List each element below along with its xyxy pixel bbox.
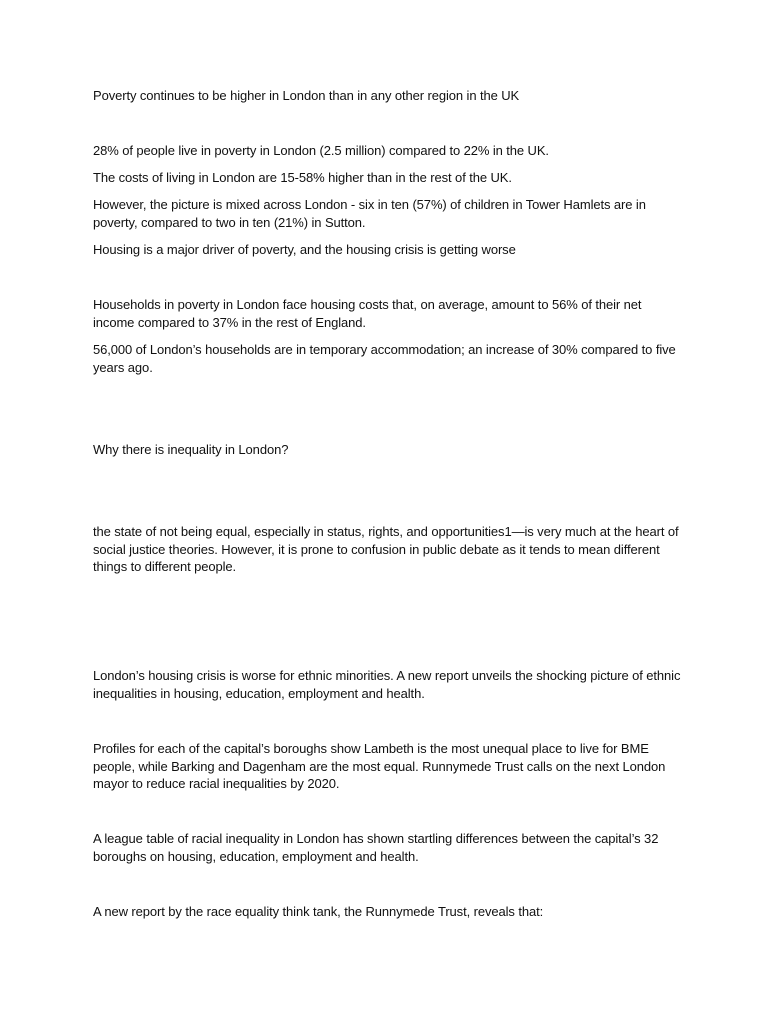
paragraph-child-poverty: However, the picture is mixed across London - six in ten (57%) of children in Tower Hamlets are in poverty, compared to two in ten (21%) in Sutton.: [93, 197, 646, 230]
paragraph-borough-profiles: Profiles for each of the capital’s boroughs show Lambeth is the most unequal place to live for BME people, while Barking and Dagenham are the most equal. Runnymede Trust calls on the next London mayor to reduce racial inequalities by 2020.: [93, 741, 666, 791]
heading-poverty: Poverty continues to be higher in London than in any other region in the UK: [93, 88, 520, 103]
paragraph-living-costs: The costs of living in London are 15-58% higher than in the rest of the UK.: [93, 170, 512, 185]
paragraph-poverty-rate: 28% of people live in poverty in London (2.5 million) compared to 22% in the UK.: [93, 143, 549, 158]
heading-housing: Housing is a major driver of poverty, and the housing crisis is getting worse: [93, 242, 516, 257]
paragraph-inequality-definition: the state of not being equal, especially in status, rights, and opportunities1—is very much at the heart of social justice theories. However, it is prone to confusion in public debate as it tends to mean different things to different people.: [93, 524, 679, 574]
paragraph-ethnic-minorities: London’s housing crisis is worse for ethnic minorities. A new report unveils the shocking picture of ethnic inequalities in housing, education, employment and health.: [93, 668, 681, 701]
heading-why-inequality: Why there is inequality in London?: [93, 442, 289, 457]
paragraph-temporary-accommodation: 56,000 of London’s households are in temporary accommodation; an increase of 30% compared to five years ago.: [93, 342, 676, 375]
paragraph-league-table: A league table of racial inequality in London has shown startling differences between the capital’s 32 boroughs on housing, education, employment and health.: [93, 831, 659, 864]
paragraph-housing-costs: Households in poverty in London face housing costs that, on average, amount to 56% of their net income compared to 37% in the rest of England.: [93, 297, 642, 330]
paragraph-runnymede-report: A new report by the race equality think tank, the Runnymede Trust, reveals that:: [93, 904, 544, 919]
